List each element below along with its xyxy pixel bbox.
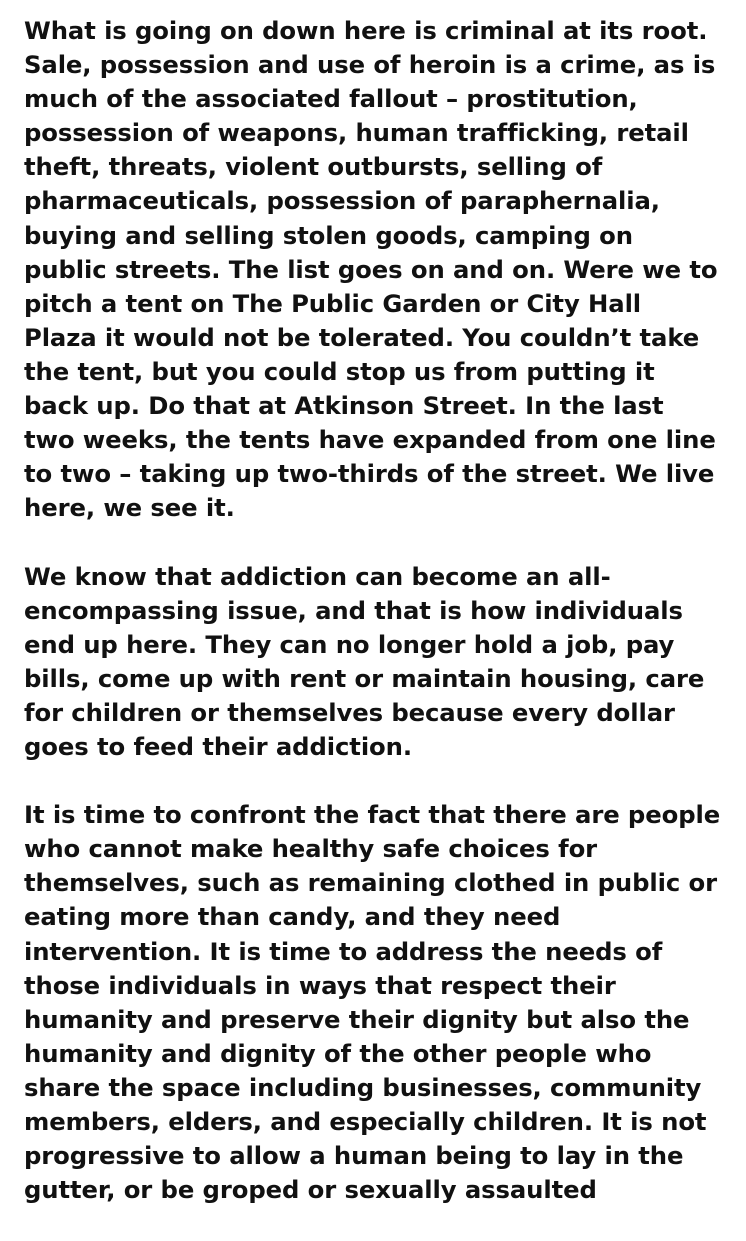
- text-line: for children or themselves because every dollar: [24, 697, 675, 727]
- text-line: We know that addiction can become an all-: [24, 561, 611, 591]
- text-line: who cannot make healthy safe choices for: [24, 834, 598, 864]
- text-line: pitch a tent on The Public Garden or City Hall: [24, 288, 642, 318]
- text-line: the tent, but you could stop us from putting it: [24, 356, 655, 386]
- text-line: pharmaceuticals, possession of paraphernalia,: [24, 186, 660, 216]
- text-line: two weeks, the tents have expanded from one line: [24, 425, 716, 455]
- text-line: Sale, possession and use of heroin is a crime, as is: [24, 50, 716, 80]
- text-line: share the space including businesses, community: [24, 1072, 702, 1102]
- text-line: theft, threats, violent outbursts, selling of: [24, 152, 603, 182]
- paragraph-3: [24, 798, 740, 1207]
- paragraph-1: [24, 14, 740, 525]
- text-line: progressive to allow a human being to lay in the: [24, 1141, 684, 1171]
- text-line: It is time to confront the fact that there are people: [24, 800, 721, 830]
- text-line: encompassing issue, and that is how individuals: [24, 595, 683, 625]
- text-line: intervention. It is time to address the needs of: [24, 936, 663, 966]
- text-line: humanity and preserve their dignity but also the: [24, 1004, 690, 1034]
- text-line: goes to feed their addiction.: [24, 731, 412, 761]
- text-line: bills, come up with rent or maintain housing, care: [24, 663, 705, 693]
- text-line: members, elders, and especially children. It is not: [24, 1107, 707, 1136]
- text-line: possession of weapons, human trafficking, retail: [24, 118, 689, 148]
- text-line: Plaza it would not be tolerated. You couldn’t take: [24, 322, 700, 352]
- text-line: themselves, such as remaining clothed in public or: [24, 868, 717, 898]
- text-line: buying and selling stolen goods, camping on: [24, 220, 633, 250]
- text-line: eating more than candy, and they need: [24, 902, 561, 932]
- text-line: gutter, or be groped or sexually assaulted: [24, 1175, 597, 1205]
- text-line: those individuals in ways that respect their: [24, 970, 616, 1000]
- text-line: humanity and dignity of the other people who: [24, 1038, 652, 1068]
- paragraph-2: [24, 560, 740, 765]
- text-line: here, we see it.: [24, 493, 235, 523]
- text-line: public streets. The list goes on and on. Were we to: [24, 254, 718, 284]
- document-body: [24, 14, 740, 1241]
- text-line: What is going on down here is criminal at its root.: [24, 16, 708, 45]
- text-line: to two – taking up two-thirds of the street. We live: [24, 459, 715, 489]
- text-line: back up. Do that at Atkinson Street. In the last: [24, 391, 664, 421]
- text-line: end up here. They can no longer hold a job, pay: [24, 629, 675, 659]
- text-line: much of the associated fallout – prostitution,: [24, 84, 638, 114]
